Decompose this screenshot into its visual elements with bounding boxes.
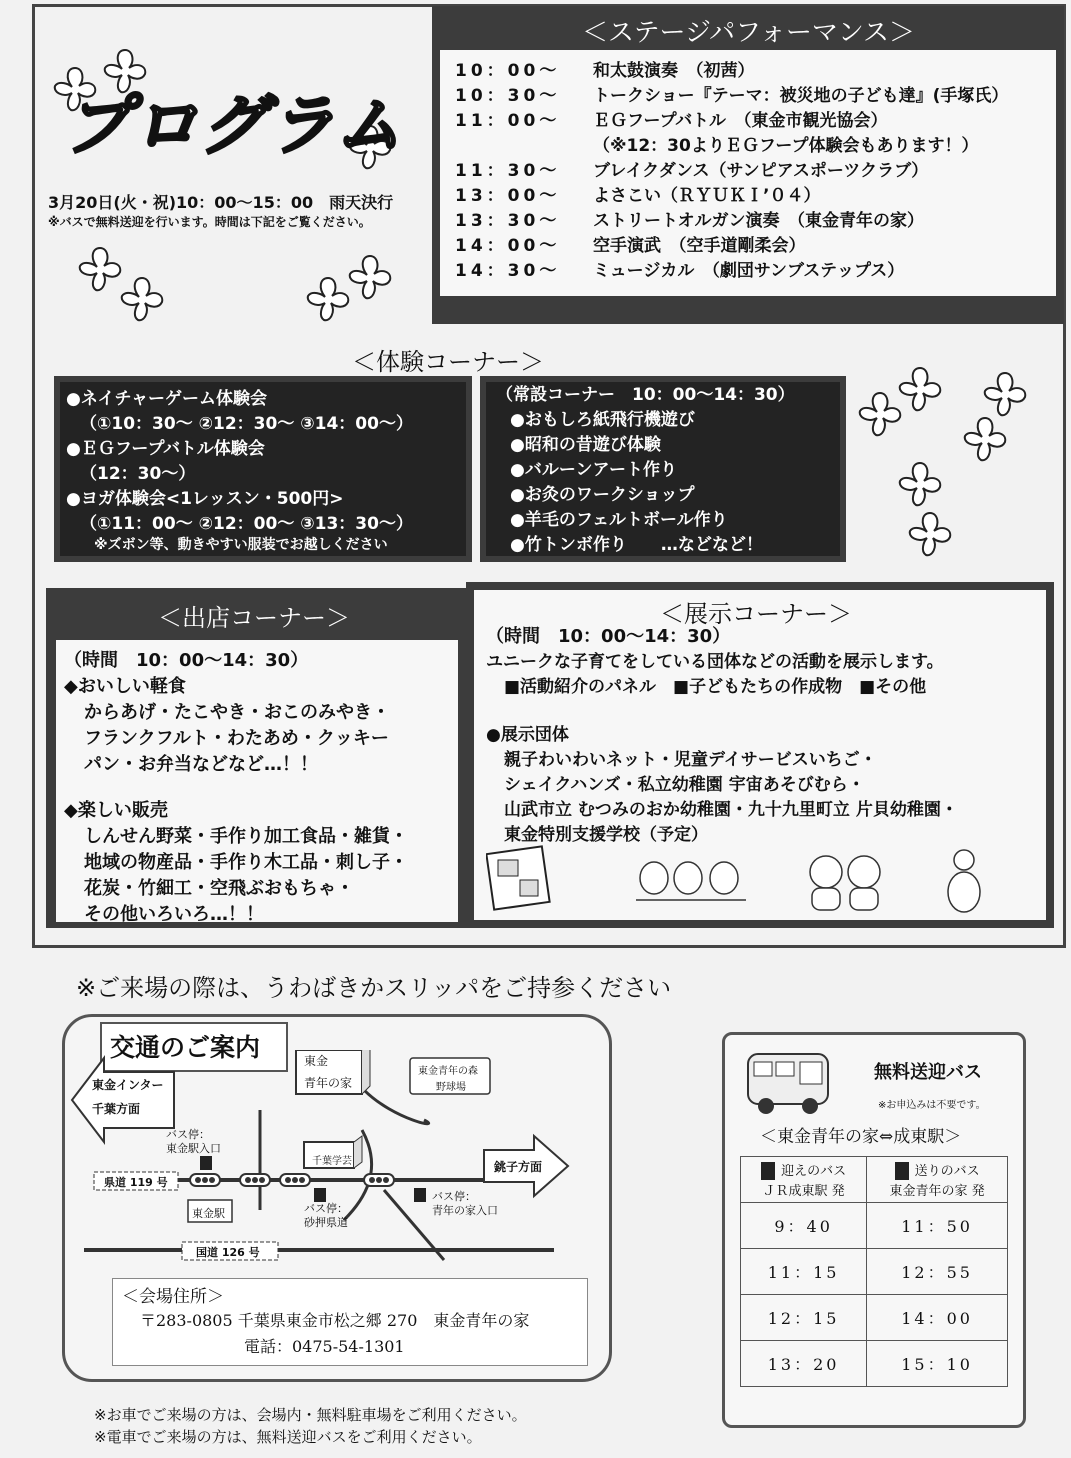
flower-icon xyxy=(985,373,1026,415)
list-item: （①11：00～ ②12：00～ ③13：30～） xyxy=(80,514,413,534)
mascot-icon xyxy=(948,850,980,912)
map-stop3-label: バス停： xyxy=(432,1190,476,1203)
stage-act: （※12：30よりＥＧフープ体験会もあります！） xyxy=(593,136,979,156)
list-item: からあげ・たこやき・おこのみやき・ xyxy=(84,702,390,723)
list-item: （常設コーナー 10：00～14：30） xyxy=(496,385,795,405)
tenji-heading: ＜展示コーナー＞ xyxy=(660,600,852,628)
map-youth-house-2: 青年の家 xyxy=(304,1076,353,1090)
table-cell: 12：55 xyxy=(867,1249,1008,1295)
stage-time: 11：30～ xyxy=(455,161,561,181)
stage-list xyxy=(455,56,1055,281)
taiken-right-list xyxy=(496,380,795,555)
list-item: ◆おいしい軽食 xyxy=(64,676,186,697)
stage-row xyxy=(455,256,1055,281)
slipper-notice: ※ご来場の際は、うわばきかスリッパをご持参ください xyxy=(76,974,672,1002)
list-item: ●おもしろ紙飛行機遊び xyxy=(510,410,695,430)
list-item: その他いろいろ…！！ xyxy=(84,904,264,925)
table-cell: 12：15 xyxy=(741,1295,867,1341)
stage-act: よさこい（ＲＹＵＫＩ’０４） xyxy=(593,186,821,206)
flower-icon xyxy=(965,418,1006,460)
taiken-heading: ＜体験コーナー＞ xyxy=(352,348,544,376)
list-item: ※ズボン等、動きやすい服装でお越しください xyxy=(94,537,388,553)
stage-time: 13：30～ xyxy=(455,211,561,231)
bus-stop-icon xyxy=(761,1162,775,1180)
table-cell: 13：20 xyxy=(741,1341,867,1387)
bus-stop-icon xyxy=(895,1162,909,1180)
list-item: （12：30～） xyxy=(80,464,196,484)
map-togane-station: 東金駅 xyxy=(192,1207,225,1220)
flower-icon xyxy=(122,278,163,320)
traffic-light-icon xyxy=(240,1174,270,1186)
table-row xyxy=(741,1157,1008,1203)
list-item: ●羊毛のフェルトボール作り xyxy=(510,510,728,530)
bus-col2-sub: 東金青年の家 発 xyxy=(889,1184,985,1200)
list-item: ●展示団体 xyxy=(486,725,569,745)
map-stop1-name: 東金駅入口 xyxy=(166,1142,221,1155)
table-row xyxy=(741,1203,1008,1249)
map-stop3-name: 青年の家入口 xyxy=(432,1204,498,1217)
stage-act: 空手演武 （空手道剛柔会） xyxy=(593,236,806,256)
shutten-heading: ＜出店コーナー＞ xyxy=(158,604,350,632)
stage-heading: ＜ステージパフォーマンス＞ xyxy=(582,18,916,48)
address-text: 〒283-0805 千葉県東金市松之郷 270 東金青年の家 xyxy=(140,1311,530,1330)
stage-row xyxy=(455,181,1055,206)
kids-icon xyxy=(810,856,880,910)
tenji-illustrations xyxy=(486,842,1006,918)
table-cell: 14：00 xyxy=(867,1295,1008,1341)
bus-route: ＜東金青年の家⇔成東駅＞ xyxy=(760,1127,962,1147)
bus-icon xyxy=(744,1044,834,1116)
list-item: ●昭和の昔遊び体験 xyxy=(510,435,661,455)
map-stop2-label: バス停： xyxy=(304,1202,348,1215)
map-baseball-1: 東金青年の森 xyxy=(418,1066,478,1077)
flower-icon xyxy=(80,248,121,290)
stage-time: 14：00～ xyxy=(455,236,561,256)
shutten-list xyxy=(64,646,408,926)
flower-icon xyxy=(308,278,349,320)
access-title: 交通のご案内 xyxy=(110,1033,261,1062)
list-item: ●ヨガ体験会<1レッスン・500円> xyxy=(66,489,344,509)
flower-icon xyxy=(350,256,391,298)
flower-icon xyxy=(900,463,941,505)
table-row xyxy=(741,1249,1008,1295)
bus-timetable xyxy=(740,1156,1008,1387)
list-item: ●お灸のワークショップ xyxy=(510,485,695,505)
stage-act: ミュージカル （劇団サンブステップス） xyxy=(593,261,905,281)
footer-note-train: ※電車でご来場の方は、無料送迎バスをご利用ください。 xyxy=(94,1428,482,1446)
list-item: 地域の物産品・手作り木工品・刺し子・ xyxy=(84,852,408,873)
bus-title: 無料送迎バス xyxy=(874,1062,982,1083)
stage-act: ＥＧフープバトル （東金市観光協会） xyxy=(593,111,888,131)
traffic-light-icon xyxy=(280,1174,310,1186)
map-youth-house-1: 東金 xyxy=(304,1054,329,1068)
map-chiba: 千葉方面 xyxy=(92,1102,141,1116)
list-item: パン・お弁当などなど…！！ xyxy=(84,754,318,775)
list-item: ●ネイチャーゲーム体験会 xyxy=(66,389,267,409)
list-item: ●竹トンボ作り …などなど！ xyxy=(510,535,763,555)
stage-row xyxy=(455,106,1055,131)
table-row xyxy=(741,1341,1008,1387)
bus-col1-sub: ＪＲ成東駅 発 xyxy=(762,1184,845,1200)
bus-col2-head: 送りのバス xyxy=(914,1163,980,1179)
stage-time: 14：30～ xyxy=(455,261,561,281)
bus-stop-icon xyxy=(414,1188,426,1202)
stage-row xyxy=(455,156,1055,181)
table-cell xyxy=(867,1157,1008,1203)
footer-note-car: ※お車でご来場の方は、会場内・無料駐車場をご利用ください。 xyxy=(94,1406,527,1424)
table-cell: 11：50 xyxy=(867,1203,1008,1249)
list-item: 花炭・竹細工・空飛ぶおもちゃ・ xyxy=(84,878,354,899)
stage-row xyxy=(455,81,1055,106)
stage-time: 10：30～ xyxy=(455,86,561,106)
stage-act: 和太鼓演奏 （初茜） xyxy=(593,61,755,81)
map-togane-ic: 東金インター xyxy=(92,1078,164,1092)
list-item: 親子わいわいネット・児童デイサービスいちご・ xyxy=(504,750,877,770)
stage-row xyxy=(455,56,1055,81)
table-cell: 11：15 xyxy=(741,1249,867,1295)
bus-stop-icon xyxy=(200,1156,212,1170)
stage-time: 11：00～ xyxy=(455,111,561,131)
map-chiba-gakugei: 千葉学芸 xyxy=(312,1156,352,1167)
stage-row xyxy=(455,131,1055,156)
traffic-light-icon xyxy=(364,1174,394,1186)
map-route119: 県道 119 号 xyxy=(104,1176,168,1189)
chick-icon xyxy=(636,862,746,900)
list-item: ●ＥＧフープバトル体験会 xyxy=(66,439,265,459)
stage-time: 10：00～ xyxy=(455,61,561,81)
map-route126: 国道 126 号 xyxy=(196,1246,260,1259)
flower-icon xyxy=(860,393,901,435)
table-cell: 9：40 xyxy=(741,1203,867,1249)
table-cell xyxy=(741,1157,867,1203)
stage-act: ストリートオルガン演奏 （東金青年の家） xyxy=(593,211,924,231)
tenji-list xyxy=(486,622,958,845)
list-item: ユニークな子育てをしている団体などの活動を展示します。 xyxy=(486,652,944,672)
list-item: ■活動紹介のパネル ■子どもたちの作成物 ■その他 xyxy=(504,677,927,697)
flower-icon xyxy=(910,513,951,555)
map-choshi: 銚子方面 xyxy=(494,1160,543,1174)
address-label: ＜会場住所＞ xyxy=(122,1287,224,1307)
date-line: 3月20日(火・祝)10：00～15：00 雨天決行 xyxy=(48,193,394,212)
bus-note-text: ※お申込みは不要です。 xyxy=(878,1100,986,1111)
list-item: 東金特別支援学校（予定） xyxy=(504,825,708,845)
table-cell: 15：10 xyxy=(867,1341,1008,1387)
map-stop2-name: 砂押県道 xyxy=(304,1216,348,1229)
traffic-light-icon xyxy=(190,1174,220,1186)
stage-row xyxy=(455,231,1055,256)
list-item: ●バルーンアート作り xyxy=(510,460,677,480)
list-item: しんせん野菜・手作り加工食品・雑貨・ xyxy=(84,826,408,847)
list-item: ◆楽しい販売 xyxy=(64,800,168,821)
bulletin-board-icon xyxy=(486,846,549,909)
list-item: フランクフルト・わたあめ・クッキー xyxy=(84,728,389,749)
stage-time: 13：00～ xyxy=(455,186,561,206)
taiken-left-list xyxy=(66,384,413,556)
list-item: （時間 10：00～14：30） xyxy=(486,626,731,647)
map-baseball-2: 野球場 xyxy=(436,1082,466,1093)
list-item: 山武市立 むつみのおか幼稚園・九十九里町立 片貝幼稚園・ xyxy=(504,800,958,820)
bus-note: ※バスで無料送迎を行います。時間は下記をご覧ください。 xyxy=(48,215,371,229)
address-tel: 電話：0475-54-1301 xyxy=(244,1337,405,1356)
list-item: （①10：30～ ②12：30～ ③14：00～） xyxy=(80,414,413,434)
list-item: シェイクハンズ・私立幼稚園 宇宙あそびむら・ xyxy=(504,775,865,795)
stage-act: ブレイクダンス（サンピアスポーツクラブ） xyxy=(593,161,929,181)
stage-row xyxy=(455,206,1055,231)
map-stop1-label: バス停： xyxy=(166,1128,210,1141)
list-item: （時間 10：00～14：30） xyxy=(64,650,309,671)
flower-icon xyxy=(900,368,941,410)
stage-act: トークショー『テーマ：被災地の子ども達』(手塚氏） xyxy=(593,86,1009,106)
table-row xyxy=(741,1295,1008,1341)
bus-col1-head: 迎えのバス xyxy=(781,1163,847,1179)
program-title: プログラム xyxy=(64,87,404,164)
side-road xyxy=(364,1090,429,1124)
